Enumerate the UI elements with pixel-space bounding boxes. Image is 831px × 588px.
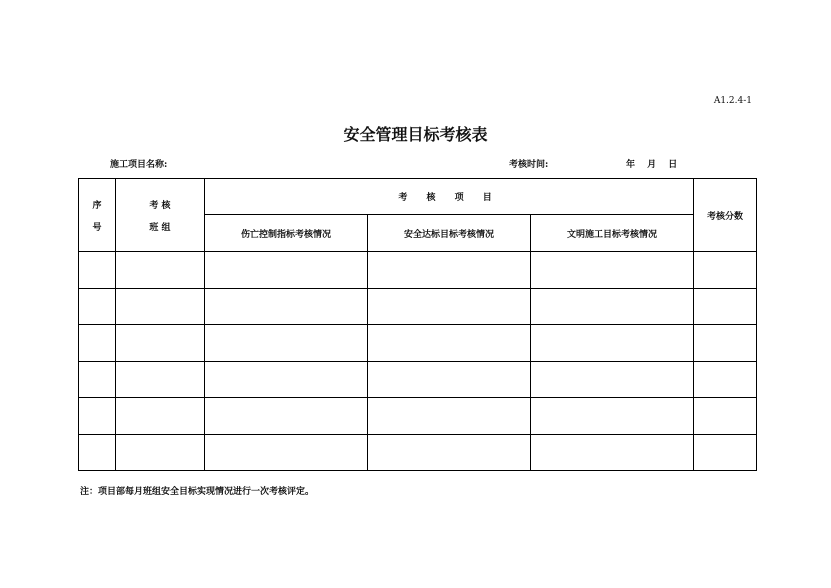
cell-score[interactable] bbox=[694, 362, 757, 398]
cell-team[interactable] bbox=[116, 325, 205, 362]
date-units: 年 月 日 bbox=[626, 160, 678, 170]
cell-seq[interactable] bbox=[79, 435, 116, 471]
cell-casualty[interactable] bbox=[205, 362, 368, 398]
cell-safety[interactable] bbox=[368, 289, 531, 325]
cell-casualty[interactable] bbox=[205, 252, 368, 289]
cell-civilized[interactable] bbox=[531, 398, 694, 435]
cell-civilized[interactable] bbox=[531, 362, 694, 398]
table-row bbox=[79, 435, 757, 471]
assessment-table bbox=[78, 178, 757, 471]
header-score: 考核分数 bbox=[694, 179, 757, 252]
cell-score[interactable] bbox=[694, 398, 757, 435]
cell-safety[interactable] bbox=[368, 362, 531, 398]
cell-civilized[interactable] bbox=[531, 252, 694, 289]
cell-seq[interactable] bbox=[79, 362, 116, 398]
cell-civilized[interactable] bbox=[531, 289, 694, 325]
table-row bbox=[79, 325, 757, 362]
page-title: 安全管理目标考核表 bbox=[343, 125, 488, 144]
cell-team[interactable] bbox=[116, 435, 205, 471]
cell-seq[interactable] bbox=[79, 252, 116, 289]
header-safety-standard: 安全达标目标考核情况 bbox=[368, 215, 531, 252]
cell-team[interactable] bbox=[116, 398, 205, 435]
footnote: 注：项目部每月班组安全目标实现情况进行一次考核评定。 bbox=[80, 487, 315, 497]
cell-score[interactable] bbox=[694, 435, 757, 471]
cell-seq[interactable] bbox=[79, 289, 116, 325]
assessment-time-label: 考核时间: bbox=[509, 160, 549, 170]
cell-safety[interactable] bbox=[368, 398, 531, 435]
header-seq: 序 号 bbox=[79, 179, 116, 252]
cell-score[interactable] bbox=[694, 325, 757, 362]
header-assessment-items: 考 核 项 目 bbox=[205, 179, 694, 215]
cell-casualty[interactable] bbox=[205, 398, 368, 435]
form-code: A1.2.4-1 bbox=[713, 96, 752, 106]
project-name-label: 施工项目名称: bbox=[110, 160, 168, 170]
cell-safety[interactable] bbox=[368, 435, 531, 471]
table-row bbox=[79, 252, 757, 289]
table-row bbox=[79, 362, 757, 398]
cell-civilized[interactable] bbox=[531, 435, 694, 471]
header-casualty-control: 伤亡控制指标考核情况 bbox=[205, 215, 368, 252]
table-row bbox=[79, 289, 757, 325]
cell-casualty[interactable] bbox=[205, 435, 368, 471]
cell-team[interactable] bbox=[116, 252, 205, 289]
cell-seq[interactable] bbox=[79, 325, 116, 362]
cell-team[interactable] bbox=[116, 289, 205, 325]
cell-score[interactable] bbox=[694, 252, 757, 289]
cell-casualty[interactable] bbox=[205, 325, 368, 362]
cell-safety[interactable] bbox=[368, 325, 531, 362]
cell-casualty[interactable] bbox=[205, 289, 368, 325]
table-row bbox=[79, 398, 757, 435]
header-civilized-construction: 文明施工目标考核情况 bbox=[531, 215, 694, 252]
cell-team[interactable] bbox=[116, 362, 205, 398]
cell-score[interactable] bbox=[694, 289, 757, 325]
cell-safety[interactable] bbox=[368, 252, 531, 289]
cell-civilized[interactable] bbox=[531, 325, 694, 362]
header-team: 考 核 班 组 bbox=[116, 179, 205, 252]
cell-seq[interactable] bbox=[79, 398, 116, 435]
